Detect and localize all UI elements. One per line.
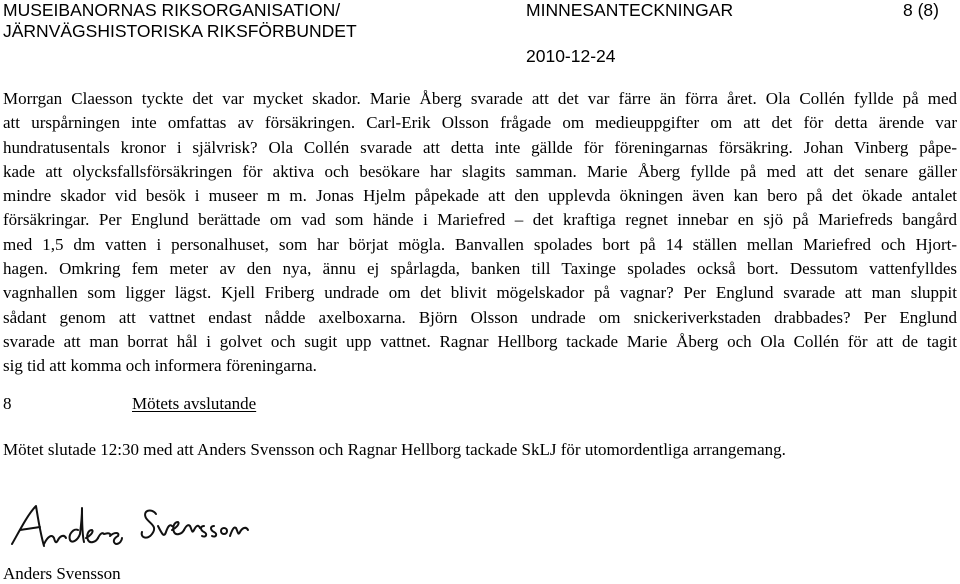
paragraph-line: svarade att man borrat hål i golvet och sugit upp vattnet. Ragnar Hellborg tackade Marie Åberg och Ola Collén för att de tagit [3,331,957,351]
section-title: Mötets avslutande [132,394,257,413]
paragraph-line: försäkringar. Per Englund berättade om vad som hände i Mariefred – det kraftiga regnet innebar en sjö på Mariefreds bangård [3,210,957,230]
paragraph-line: hundratusentals kronor i självrisk? Ola Collén svarade att detta inte gällde för föreningarnas försäkring. Johan Vinberg påpe- [3,137,957,157]
paragraph-line: kade att olycksfallsförsäkringen för aktiva och besökare har slagits samman. Marie Åberg fyllde på med att det senare gäller [3,161,957,181]
handwritten-signature [8,500,258,560]
paragraph-line: sådant genom att vattnet endast nådde axelboxarna. Björn Olsson undrade om snickeriverkstaden drabbades? Per Englund [3,307,957,327]
organization-name-line1: MUSEIBANORNAS RIKSORGANISATION/ [3,0,341,20]
paragraph-line: mindre skador vid besök i museer m m. Jonas Hjelm påpekade att den upplevda ökningen även kan bero på det ökade antalet [3,186,957,206]
minutes-paragraph [3,87,957,379]
paragraph-line: hagen. Omkring fem meter av den nya, ännu ej spårlagda, banken till Taxinge spolades också bort. Dessutom vattenfylldes [3,259,957,279]
paragraph-line: vagnhallen som ligger lägst. Kjell Friberg undrade om det blivit mögelskador på vagnar? Per Englund svarade att man sluppit [3,283,957,303]
section-number: 8 [3,394,12,413]
page-number: 8 (8) [903,0,939,20]
signer-name: Anders Svensson [3,564,121,583]
paragraph-line: sig tid att komma och informera föreningarna. [3,356,317,376]
document-date: 2010-12-24 [526,46,616,66]
paragraph-line: med 1,5 dm vatten i personalhuset, som har börjat mögla. Banvallen spolades bort på 14 ställen mellan Mariefred och Hjort- [3,234,957,254]
document-type: MINNESANTECKNINGAR [526,0,734,20]
organization-name-line2: JÄRNVÄGSHISTORISKA RIKSFÖRBUNDET [3,21,357,41]
paragraph-line: Morrgan Claesson tyckte det var mycket skador. Marie Åberg svarade att det var färre än förra året. Ola Collén fyllde på med [3,89,957,108]
closing-statement: Mötet slutade 12:30 med att Anders Svensson och Ragnar Hellborg tackade SkLJ för utomordentliga arrangemang. [3,440,786,459]
paragraph-line: att urspårningen inte omfattas av försäkringen. Carl-Erik Olsson frågade om medieuppgifter om att det för detta ärende var [3,113,957,133]
